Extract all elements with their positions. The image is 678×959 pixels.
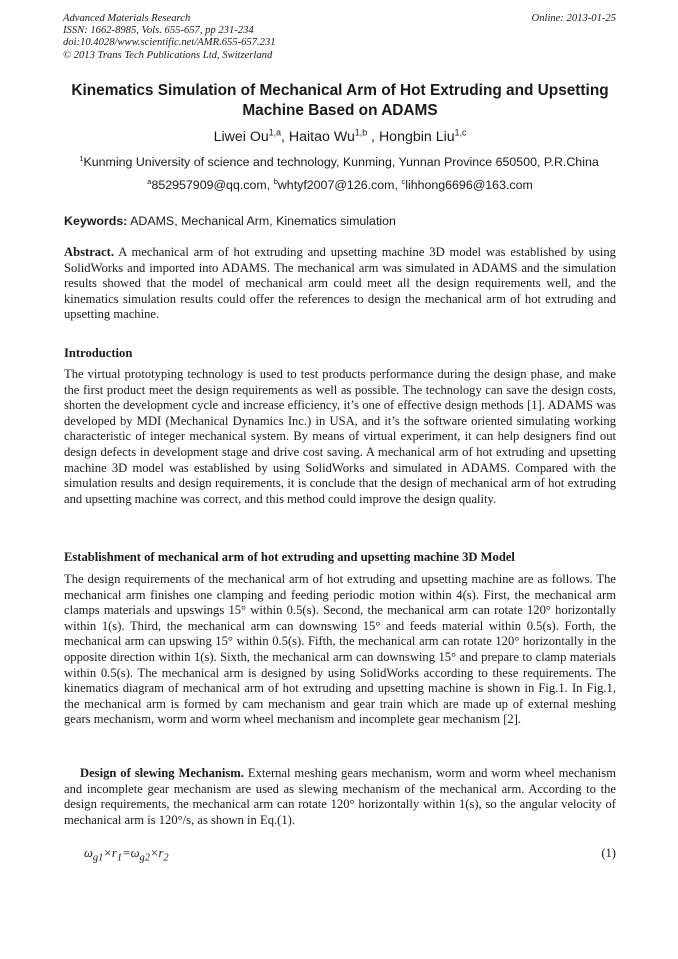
author-separator: , [281, 129, 289, 145]
online-date-text: Online: 2013-01-25 [531, 13, 616, 24]
times-symbol: × [149, 846, 159, 860]
equals-symbol: = [122, 846, 131, 860]
keywords [64, 214, 616, 228]
affiliation [54, 155, 624, 169]
journal-name: Advanced Materials Research [63, 13, 191, 24]
online-date [532, 13, 616, 25]
author-name: Hongbin Liu [378, 129, 455, 145]
radius-subscript: 2 [163, 852, 169, 864]
equation-formula [84, 846, 169, 864]
section-heading-3d-model: Establishment of mechanical arm of hot extruding and upsetting machine 3D Model [64, 550, 515, 564]
journal-header [63, 13, 276, 62]
email-address[interactable]: 852957909@qq.com [151, 178, 267, 192]
author-affil-mark: 1,c [454, 127, 467, 138]
email-address[interactable]: whtyf2007@126.com [277, 178, 395, 192]
abstract-text: A mechanical arm of hot extruding and upsetting machine 3D model was established by using SolidWorks and imported into ADAMS. The mechanical arm was simulated in ADAMS and the simulation results showed that the model of mechanical arm could meet all the design requirements well, and the kinematics simulation results could offer the references to design the mechanical arm of hot extruding and upsetting machine. [64, 245, 616, 322]
author-affil-mark: 1,b [354, 127, 368, 138]
author-name: Liwei Ou [213, 129, 269, 145]
omega-symbol: ω [130, 846, 140, 860]
radius-subscript: 1 [116, 852, 123, 864]
paper-title: Kinematics Simulation of Mechanical Arm of Hot Extruding and Upsetting Machine Based on ADAMS [71, 82, 609, 119]
radius-symbol: r [158, 846, 164, 860]
abstract-label: Abstract. [64, 245, 115, 259]
slewing-label: Design of slewing Mechanism. [80, 766, 244, 780]
abstract [64, 245, 616, 323]
issn-line: ISSN: 1662-8985, Vols. 655-657, pp 231-234 [63, 25, 254, 37]
email-separator: , [394, 178, 402, 192]
section-3d-model-text: The design requirements of the mechanical arm of hot extruding and upsetting machine are as follows. The mechanical arm finishes one clamping and feeding periodic motion within 4(s). First, the mechanical arm clamps materials and upswings 15° within 0.5(s). Second, the mechanical arm can rotate 120° horizontally within 1(s). Third, the mechanical arm can downswing 15° and feeds material within 0.5(s). Forth, the mechanical arm can upswing 15° within 0.5(s). Fifth, the mechanical arm can rotate 120° horizontally in the opposite direction within 1(s). Sixth, the mechanical arm can downswing 15° and prepare to clamp materials within 0.5(s). The mechanical arm is designed by using SolidWorks according to these requirements. The kinematics diagram of mechanical arm of hot extruding and upsetting machine is shown in Fig.1. In Fig.1, the mechanical arm is formed by cam mechanism and gear train which are made up of external meshing gears mechanism, worm and worm wheel mechanism and incomplete gear mechanism [2]. [64, 572, 616, 727]
slewing-paragraph [64, 766, 616, 828]
omega-subscript: g1 [92, 852, 104, 864]
radius-symbol: r [111, 846, 117, 860]
keywords-text: ADAMS, Mechanical Arm, Kinematics simulation [130, 214, 396, 228]
affiliation-mark: 1 [79, 154, 84, 164]
author-affil-mark: 1,a [268, 127, 281, 138]
omega-symbol: ω [84, 846, 93, 860]
slewing-text: External meshing gears mechanism, worm and worm wheel mechanism and incomplete gear mechanism are used as slewing mechanism of the mechanical arm. According to the design requirements, the mechanical arm can rotate 120° horizontally within 1(s), so the angular velocity of mechanical arm is 120°/s, as shown in Eq.(1). [64, 766, 616, 827]
affiliation-text: Kunming University of science and technology, Kunming, Yunnan Province 650500, P.R.China [83, 155, 599, 169]
email-mark: c [401, 177, 406, 187]
doi-line: doi:10.4028/www.scientific.net/AMR.655-657.231 [63, 37, 276, 49]
author-name: Haitao Wu [288, 129, 355, 145]
introduction-text: The virtual prototyping technology is used to test products performance during the design phase, and make the first product meet the design requirements as well as possible. The technology can save the design costs, shorten the development cycle and increase efficiency, it’s one of effective design methods [1]. ADAMS was developed by MDI (Mechanical Dynamics Inc.) in USA, and it’s the software oriented simulating working characteristic of integer mechanical system. By means of virtual experiment, it can help designers find out design defects in development stage and drive cost saving. A mechanical arm of hot extruding and upsetting machine 3D model was established by using SolidWorks and simulated in ADAMS. Compared with the simulation results and design requirements, it is conclude that the design of mechanical arm of hot extruding and upsetting machine was correct, and this method could improve the design quality. [64, 367, 616, 506]
email-list [64, 178, 616, 192]
omega-subscript: g2 [139, 852, 150, 864]
email-mark: b [273, 177, 278, 187]
times-symbol: × [103, 846, 112, 860]
author-list [64, 129, 616, 145]
keywords-label: Keywords: [64, 214, 128, 228]
equation-1 [64, 846, 616, 864]
author-separator: , [367, 129, 379, 145]
email-address[interactable]: lihhong6696@163.com [405, 178, 533, 192]
section-heading-introduction: Introduction [64, 346, 133, 360]
copyright-line: © 2013 Trans Tech Publications Ltd, Switzerland [63, 49, 273, 61]
email-separator: , [266, 178, 274, 192]
equation-number: (1) [601, 846, 616, 860]
email-mark: a [147, 177, 152, 187]
